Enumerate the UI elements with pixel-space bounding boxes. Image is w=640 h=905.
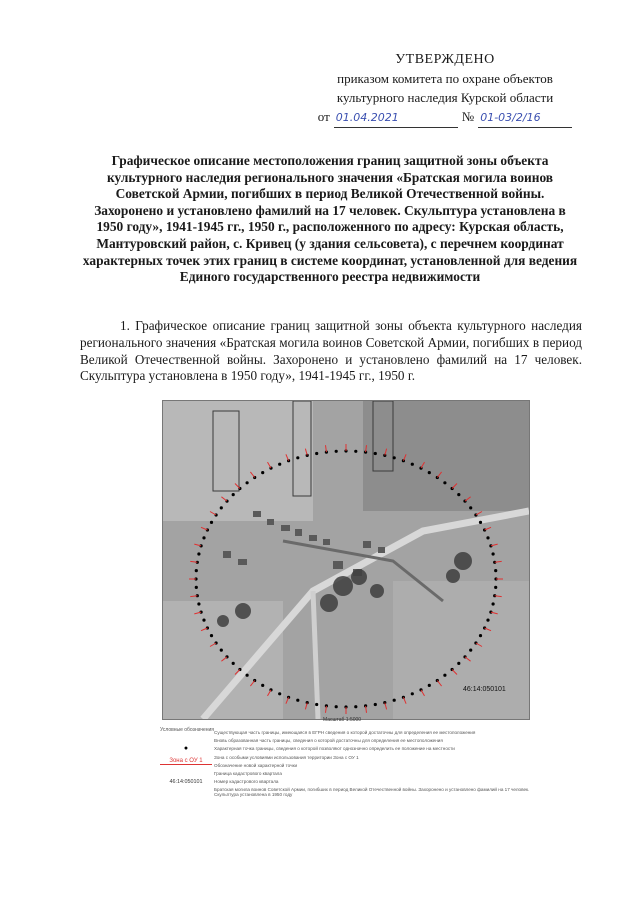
approval-line-2: культурного наследия Курской области bbox=[336, 90, 554, 105]
boundary-point bbox=[469, 506, 472, 509]
boundary-point bbox=[393, 456, 396, 459]
aerial-photo bbox=[163, 401, 529, 719]
boundary-point bbox=[494, 569, 497, 572]
boundary-point bbox=[246, 674, 249, 677]
boundary-point bbox=[469, 649, 472, 652]
boundary-point bbox=[195, 586, 198, 589]
boundary-point bbox=[374, 703, 377, 706]
boundary-point bbox=[296, 699, 299, 702]
legend-item: Граница кадастрового квартала bbox=[214, 771, 282, 776]
approval-heading: УТВЕРЖДЕНО bbox=[395, 52, 495, 67]
boundary-point bbox=[278, 463, 281, 466]
boundary-point bbox=[335, 450, 338, 453]
boundary-point bbox=[210, 634, 213, 637]
boundary-point bbox=[443, 674, 446, 677]
boundary-point bbox=[315, 452, 318, 455]
legend-item: Зона с особыми условиями использования территории Зона с ОУ 1 bbox=[214, 755, 359, 760]
description-paragraph: 1. Графическое описание границ защитной зоны объекта культурного наследия регионального значения «Братская могила воинов Советской Армии, погибших в период Великой Отечественной войны. Захоронено и установлено фамилий на 17 человек. Скульптура установлена в 1950 году», 1941-1945 гг., 1950 г. bbox=[80, 318, 582, 384]
boundary-point bbox=[232, 662, 235, 665]
boundary-point bbox=[195, 569, 198, 572]
boundary-point bbox=[210, 521, 213, 524]
legend-item: Характерная точка границы, сведения о которой позволяют однозначно определить ее положение на местности bbox=[214, 746, 455, 751]
legend-item: Номер кадастрового квартала bbox=[214, 779, 279, 784]
boundary-point bbox=[220, 649, 223, 652]
boundary-point bbox=[479, 521, 482, 524]
date-prefix: от bbox=[317, 109, 330, 124]
boundary-point bbox=[479, 634, 482, 637]
approval-line-1: приказом комитета по охране объектов bbox=[337, 71, 553, 86]
boundary-point bbox=[296, 456, 299, 459]
boundary-point bbox=[197, 602, 200, 605]
legend-item: Вновь образованная часть границы, сведения о которой достаточны для определения ее местоположения bbox=[214, 738, 443, 743]
boundary-point bbox=[494, 586, 497, 589]
boundary-point bbox=[220, 506, 223, 509]
legend-item: Существующая часть границы, имеющаяся в ЕГРН сведения о которой достаточны для определения ее местоположения bbox=[214, 730, 476, 735]
document-title: Графическое описание местоположения границ защитной зоны объекта культурного наследия регионального значения «Братская могила воинов Советской Армии, погибших в период Великой Отечественной войны. Захоронено и установлено фамилий на 17 человек. Скульптура установлена в 1950 году», 1941-1945 гг., 1950 г., расположенного по адресу: Курская область, Мантуровский район, с. Кривец (у здания сельсовета), с перечнем координат характерных точек этих границ в системе координат, установленной для ведения Единого государственного реестра недвижимости bbox=[82, 153, 578, 285]
boundary-point bbox=[278, 692, 281, 695]
legend-item: Братская могила воинов Советской Армии, погибших в период Великой Отечественной войны. Захоронено и установлено фамилий на 17 человек. Скульптура установлена в 1950 году bbox=[214, 787, 530, 797]
boundary-point bbox=[492, 602, 495, 605]
boundary-point bbox=[354, 450, 357, 453]
boundary-point bbox=[197, 552, 200, 555]
boundary-point bbox=[492, 552, 495, 555]
boundary-point bbox=[411, 692, 414, 695]
boundary-point bbox=[246, 481, 249, 484]
handwritten-date: 01.04.2021 bbox=[334, 108, 458, 128]
point-symbol-icon: ● bbox=[183, 745, 189, 752]
boundary-point bbox=[374, 452, 377, 455]
map-scale-label: Масштаб 1:5000 bbox=[323, 717, 362, 723]
approval-date-row bbox=[300, 107, 590, 128]
approval-block bbox=[300, 50, 590, 128]
boundary-point bbox=[261, 471, 264, 474]
boundary-point bbox=[315, 703, 318, 706]
zone-symbol: Зона с ОУ 1 bbox=[160, 758, 212, 765]
boundary-point bbox=[486, 536, 489, 539]
boundary-point bbox=[486, 619, 489, 622]
handwritten-number: 01-03/2/16 bbox=[478, 108, 572, 128]
boundary-point bbox=[354, 705, 357, 708]
boundary-point bbox=[202, 536, 205, 539]
boundary-point bbox=[261, 684, 264, 687]
boundary-point bbox=[428, 471, 431, 474]
legend-title: Условные обозначения bbox=[160, 727, 215, 733]
cadastral-number-label: 46:14:050101 bbox=[463, 686, 506, 693]
boundary-map bbox=[162, 400, 530, 720]
boundary-point bbox=[393, 699, 396, 702]
boundary-point bbox=[411, 463, 414, 466]
map-legend bbox=[160, 727, 540, 807]
boundary-point bbox=[232, 493, 235, 496]
boundary-point bbox=[457, 662, 460, 665]
boundary-point bbox=[457, 493, 460, 496]
cadastral-symbol: 46:14:050101 bbox=[169, 779, 203, 785]
number-prefix: № bbox=[461, 109, 475, 124]
boundary-point bbox=[443, 481, 446, 484]
boundary-point bbox=[202, 619, 205, 622]
boundary-point bbox=[335, 705, 338, 708]
boundary-point bbox=[428, 684, 431, 687]
legend-item: Обозначение новой характерной точки bbox=[214, 763, 298, 768]
